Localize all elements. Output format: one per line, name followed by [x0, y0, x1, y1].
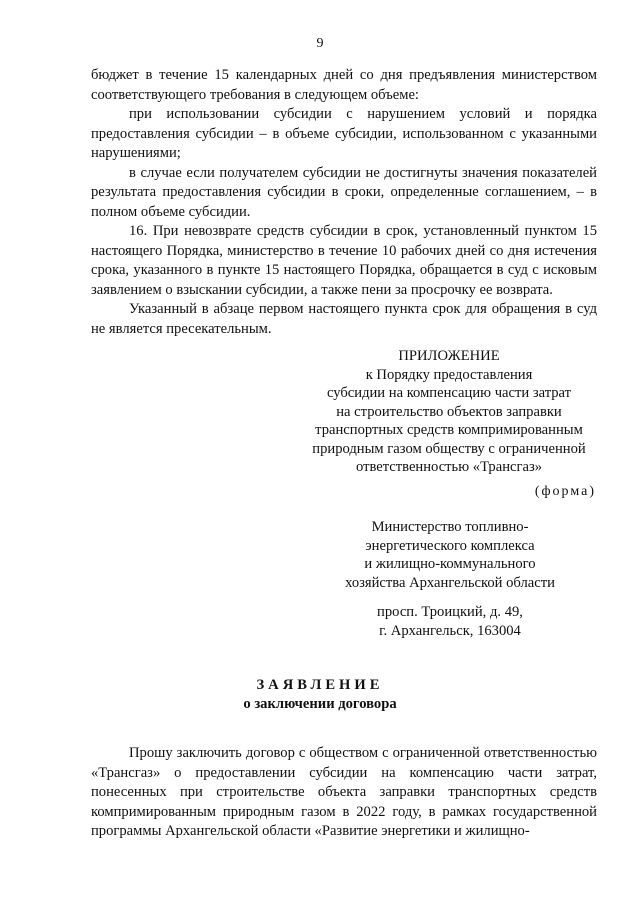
- paragraph-budget-return: бюджет в течение 15 календарных дней со дня предъявления министерством соответствующего требования в следующем объеме:: [91, 67, 597, 103]
- address-line: г. Архангельск, 163004: [379, 623, 521, 639]
- addressee-line: хозяйства Архангельской области: [345, 574, 555, 591]
- appendix-title: ПРИЛОЖЕНИЕ: [398, 348, 500, 364]
- appendix-line: к Порядку предоставления: [365, 366, 533, 383]
- body-text: [91, 66, 597, 339]
- appendix-line: ответственностью «Трансгаз»: [355, 459, 543, 475]
- document-title: [0, 676, 640, 713]
- addressee-line: энергетического комплекса: [365, 537, 535, 554]
- paragraph-deadline-note: Указанный в абзаце первом настоящего пункта срок для обращения в суд не является пресекательным.: [91, 301, 597, 337]
- appendix-line: субсидии на компенсацию части затрат: [326, 385, 572, 401]
- addressee-block: [330, 518, 570, 592]
- page-number: 9: [316, 36, 324, 51]
- request-paragraph: Прошу заключить договор с обществом с ограниченной ответственностью «Трансгаз» о предоставлении субсидии на компенсацию части затрат, понесенных при строительстве объекта заправки транспортных средств компримированным природным газом в 2022 году, в рамках государственной программы Архангельской области «Развитие энергетики и жилищно-: [91, 745, 597, 839]
- appendix-line: на строительство объектов заправки: [336, 403, 562, 420]
- request-text: [91, 744, 597, 842]
- address-block: [330, 603, 570, 641]
- address-line: просп. Троицкий, д. 49,: [377, 604, 523, 620]
- addressee-line: Министерство топливно-: [371, 519, 529, 535]
- form-mark: (форма): [534, 484, 596, 499]
- paragraph-16-non-return: 16. При невозврате средств субсидии в срок, установленный пунктом 15 настоящего Порядка, министерство в течение 10 рабочих дней со дня истечения срока, указанного в пункте 15 настоящего Порядка, обращается в суд с исковым заявлением о взыскании субсидии, а также пени за просрочку ее возврата.: [91, 223, 597, 298]
- paragraph-violation-case: при использовании субсидии с нарушением условий и порядка предоставления субсидии – в объеме субсидии, использованном с указанными нарушениями;: [91, 106, 597, 161]
- addressee-line: и жилищно-коммунального: [364, 556, 536, 572]
- appendix-header: [300, 347, 598, 477]
- document-title-main: ЗАЯВЛЕНИЕ: [256, 677, 384, 693]
- appendix-line: транспортных средств компримированным: [315, 422, 583, 438]
- document-subtitle: о заключении договора: [243, 695, 397, 712]
- appendix-line: природным газом обществу с ограниченной: [312, 440, 586, 457]
- paragraph-indicators-case: в случае если получателем субсидии не достигнуты значения показателей результата предоставления субсидии в сроки, определенные соглашением, – в полном объеме субсидии.: [91, 164, 597, 220]
